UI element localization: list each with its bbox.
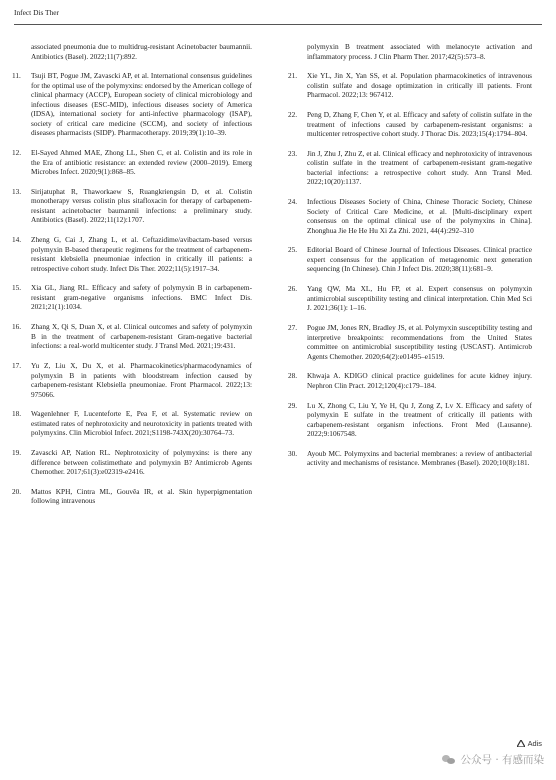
reference-item bbox=[12, 409, 252, 438]
reference-text: Zhang X, Qi S, Duan X, et al. Clinical outcomes and safety of polymyxin B in the treatment of carbapenem-resistant Gram-negative bacterial infections: a real-world multicenter study. J Transl Med. 2021;19:431. bbox=[31, 322, 252, 351]
publisher-logo bbox=[517, 739, 542, 748]
reference-number: 26. bbox=[288, 284, 298, 294]
reference-item bbox=[12, 487, 252, 506]
reference-number: 30. bbox=[288, 448, 298, 458]
reference-text: Editorial Board of Chinese Journal of Infectious Diseases. Clinical practice expert consensus for the application of metagenomic next generation sequencing (In Chinese). Chin J Infect Dis. 2020;38(11):681–9. bbox=[307, 245, 532, 274]
reference-number: 27. bbox=[288, 323, 298, 333]
reference-number: 20. bbox=[12, 486, 22, 496]
reference-text: Yu Z, Liu X, Du X, et al. Pharmacokinetics/pharmacodynamics of polymyxin B in patients with bloodstream infection caused by carbapenem-resistant Klebsiella pneumoniae. Front Pharmacol. 2022;13: 975066. bbox=[31, 361, 252, 399]
reference-item bbox=[288, 149, 532, 187]
reference-text: Wagenlehner F, Lucenteforte E, Pea F, et al. Systematic review on estimated rates of nephrotoxicity and neurotoxicity in patients treated with polymyxins. Clin Microbiol Infect. 2021;S1198-743X(20):30764–73. bbox=[31, 409, 252, 438]
watermark-text: 公众号 · 有感而染 bbox=[460, 754, 544, 766]
reference-number: 22. bbox=[288, 110, 298, 120]
reference-item bbox=[12, 322, 252, 351]
reference-text: Yang QW, Ma XL, Hu FP, et al. Expert consensus on polymyxin antimicrobial susceptibility testing and clinical interpretation. Chin Med Sci J. 2021;36(1): 1–16. bbox=[307, 284, 532, 313]
reference-text: El-Sayed Ahmed MAE, Zhong LL, Shen C, et al. Colistin and its role in the Era of antibiotic resistance: an extended review (2000–2019). Emerg Microbes Infect. 2020;9(1):868–85. bbox=[31, 148, 252, 177]
reference-item bbox=[288, 401, 532, 439]
reference-number: 13. bbox=[12, 186, 22, 196]
reference-item bbox=[12, 187, 252, 225]
reference-number: 17. bbox=[12, 361, 22, 371]
reference-text: Mattos KPH, Cintra ML, Gouvêa IR, et al. Skin hyperpigmentation following intravenous bbox=[31, 486, 252, 506]
reference-text: Peng D, Zhang F, Chen Y, et al. Efficacy and safety of colistin sulfate in the treatment of infections caused by carbapenem-resistant organisms: a multicenter retrospective cohort study. J Thorac Dis. 2023;15(4):1794–804. bbox=[307, 110, 532, 139]
reference-text: Zavascki AP, Nation RL. Nephrotoxicity of polymyxins: is there any difference between colistimethate and polymyxin B? Antimicrob Agents Chemother. 2017;61(3):e02319-e2416. bbox=[31, 448, 252, 477]
reference-item bbox=[12, 361, 252, 399]
reference-text: Xia GL, Jiang RL. Efficacy and safety of polymyxin B in carbapenem-resistant gram-negative organisms infections. BMC Infect Dis. 2021;21(1):1034. bbox=[31, 283, 252, 312]
publisher-name: Adis bbox=[527, 739, 542, 748]
reference-text: Ayoub MC. Polymyxins and bacterial membranes: a review of antibacterial activity and mechanisms of resistance. Membranes (Basel). 2020;10(8):181. bbox=[307, 448, 532, 468]
adis-triangle-icon bbox=[517, 740, 525, 747]
reference-text: Zheng G, Cai J, Zhang L, et al. Ceftazidime/avibactam-based versus polymyxin B-based therapeutic regimens for the treatment of carbapenem-resistant klebsiella pneumoniae infection in critically ill patients: a retrospective cohort study. Infect Dis Ther. 2022;11(5):1917–34. bbox=[31, 235, 252, 273]
reference-number: 12. bbox=[12, 148, 22, 158]
reference-text: Lu X, Zhong C, Liu Y, Ye H, Qu J, Zong Z, Lv X. Efficacy and safety of polymyxin E sulfate in the treatment of critically ill patients with carbapenem-resistant organism infections. Front Med (Lausanne). 2022;9:1067548. bbox=[307, 400, 532, 439]
reference-text: associated pneumonia due to multidrug-resistant Acinetobacter baumannii. Antibiotics (Basel). 2022;11(7):892. bbox=[31, 42, 252, 61]
journal-name: Infect Dis Ther bbox=[14, 8, 60, 17]
reference-text: Sirijatuphat R, Thaworkaew S, Ruangkriengsin D, et al. Colistin monotherapy versus colistin plus sitafloxacin for therapy of carbapenem-resistant acinetobacter baumannii infections: a preliminary study. Antibiotics (Basel). 2022;11(12):1707. bbox=[31, 186, 252, 225]
reference-item bbox=[12, 71, 252, 138]
reference-item bbox=[288, 110, 532, 139]
reference-number: 25. bbox=[288, 245, 298, 255]
reference-number: 11. bbox=[12, 71, 21, 81]
wechat-icon bbox=[442, 754, 455, 765]
reference-text: Jin J, Zhu J, Zhu Z, et al. Clinical efficacy and nephrotoxicity of intravenous colistin sulfate in the treatment of carbapenem-resistant gram-negative bacterial infections: a retrospective cohort study. Ann Transl Med. 2022;10(20):1137. bbox=[307, 148, 532, 187]
reference-item bbox=[288, 284, 532, 313]
reference-item bbox=[288, 371, 532, 390]
reference-number: 21. bbox=[288, 71, 298, 81]
reference-item bbox=[288, 197, 532, 235]
reference-number: 16. bbox=[12, 322, 22, 332]
reference-number: 28. bbox=[288, 371, 298, 381]
reference-number: 18. bbox=[12, 409, 22, 419]
reference-item bbox=[12, 148, 252, 177]
wechat-watermark bbox=[442, 752, 544, 767]
reference-item bbox=[288, 323, 532, 361]
reference-text: Infectious Diseases Society of China, Chinese Thoracic Society, Chinese Society of Critical Care Medicine, et al. [Multi-disciplinary expert consensus on the optimal clinical use of the polymyxins in China]. Zhonghua Jie He He Hu Xi Za Zhi. 2021, 44(4):292–310 bbox=[307, 197, 532, 235]
reference-item bbox=[12, 235, 252, 273]
reference-item bbox=[12, 448, 252, 477]
reference-column-right bbox=[288, 42, 532, 478]
reference-text: Pogue JM, Jones RN, Bradley JS, et al. Polymyxin susceptibility testing and interpretive breakpoints: recommendations from the United States committee on antimicrobial susceptibility testing (USCAST). Antimicrob Agents Chemother. 2020;64(2):e01495–e1519. bbox=[307, 323, 532, 361]
reference-number: 19. bbox=[12, 448, 22, 458]
reference-number: 14. bbox=[12, 235, 22, 245]
reference-number: 29. bbox=[288, 400, 298, 410]
reference-item bbox=[288, 245, 532, 274]
reference-text: Xie YL, Jin X, Yan SS, et al. Population pharmacokinetics of intravenous colistin sulfate and dosage optimization in critically ill patients. Front Pharmacol. 2022;13: 967412. bbox=[307, 71, 532, 100]
reference-item bbox=[288, 449, 532, 468]
reference-item bbox=[12, 283, 252, 312]
reference-text: Khwaja A. KDIGO clinical practice guidelines for acute kidney injury. Nephron Clin Pract. 2012;120(4):c179–184. bbox=[307, 371, 532, 390]
reference-text: polymyxin B treatment associated with melanocyte activation and inflammatory process. J Clin Pharm Ther. 2017;42(5):573–8. bbox=[307, 42, 532, 61]
reference-number: 23. bbox=[288, 148, 298, 158]
reference-item bbox=[288, 71, 532, 100]
header-rule bbox=[14, 24, 542, 25]
reference-column-left bbox=[12, 42, 252, 516]
reference-item bbox=[12, 42, 252, 61]
reference-text: Tsuji BT, Pogue JM, Zavascki AP, et al. International consensus guidelines for the optimal use of the polymyxins: endorsed by the American college of clinical pharmacy (ACCP), European society of clinical microbiology and infectious diseases (ESC-MID), infectious diseases society of America (IDSA), international society for anti-infective pharmacology (ISAP), society of critical care medicine (SCCM), and society of infectious diseases pharmacists (SIDP). Pharmacotherapy. 2019;39(1):10–39. bbox=[31, 71, 252, 138]
reference-number: 24. bbox=[288, 197, 298, 207]
reference-item bbox=[288, 42, 532, 61]
reference-number: 15. bbox=[12, 283, 22, 293]
